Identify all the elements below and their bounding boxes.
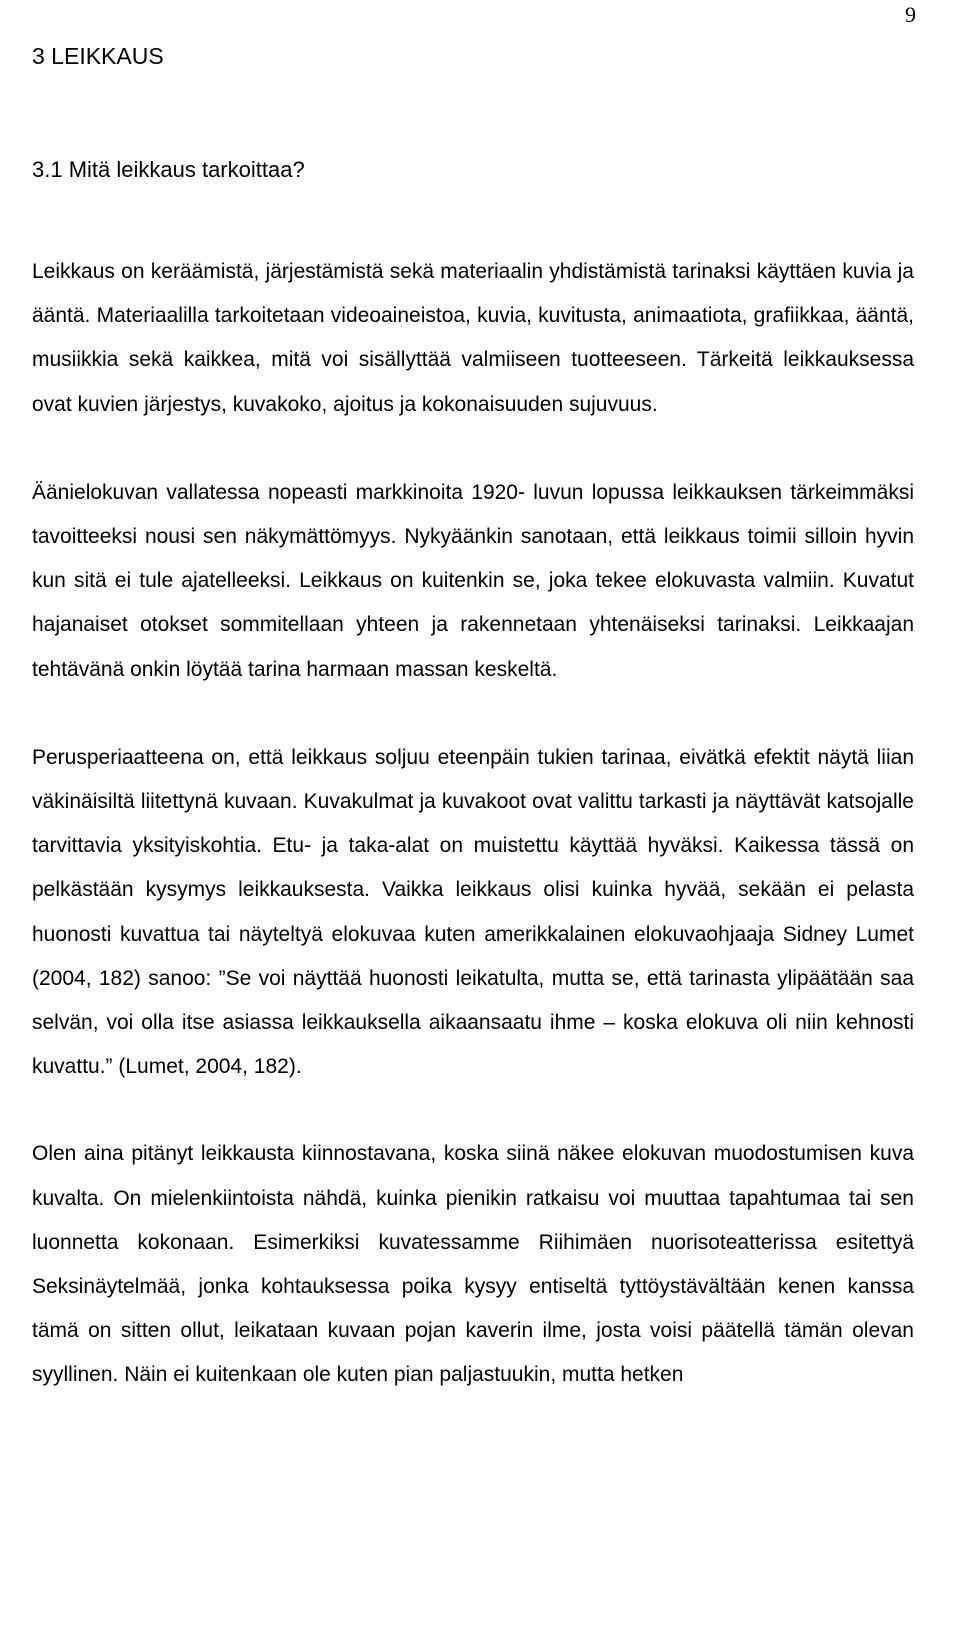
paragraph-personal: Olen aina pitänyt leikkausta kiinnostavana, koska siinä näkee elokuvan muodostumisen kuva kuvalta. On mielenkiintoista nähdä, kuinka pienikin ratkaisu voi muuttaa tapahtumaa tai sen luonnetta kokonaan. Esimerkiksi kuvatessamme Riihimäen nuorisoteatterissa esitettyä Seksinäytelmää, jonka kohtauksessa poika kysyy entiseltä tyttöystävältään kenen kanssa tämä on sitten ollut, leikataan kuvaan pojan kaverin ilme, josta voisi päätellä tämän olevan syyllinen. Näin ei kuitenkaan ole kuten pian paljastuukin, mutta hetken xyxy=(32,1142,914,1387)
chapter-heading: 3 LEIKKAUS xyxy=(32,43,164,69)
paragraph-principles: Perusperiaatteena on, että leikkaus soljuu eteenpäin tukien tarinaa, eivätkä efektit näytä liian väkinäisiltä liitettynä kuvaan. Kuvakulmat ja kuvakoot ovat valittu tarkasti ja näyttävät katsojalle tarvittavia yksityiskohtia. Etu- ja taka-alat on muistettu käyttää hyväksi. Kaikessa tässä on pelkästään kysymys leikkauksesta. Vaikka leikkaus olisi kuinka hyvää, sekään ei pelasta huonosti kuvattua tai näyteltyä elokuvaa kuten amerikkalainen elokuvaohjaaja Sidney Lumet (2004, 182) sanoo: ”Se voi näyttää huonosti leikatulta, mutta se, että tarinasta ylipäätään saa selvän, voi olla itse asiassa leikkauksella aikaansaatu ihme – koska elokuva oli niin kehnosti kuvattu.” (Lumet, 2004, 182). xyxy=(32,745,914,1079)
paragraph-definition: Leikkaus on keräämistä, järjestämistä sekä materiaalin yhdistämistä tarinaksi käyttäen kuvia ja ääntä. Materiaalilla tarkoitetaan videoaineistoa, kuvia, kuvitusta, animaatiota, grafiikkaa, ääntä, musiikkia sekä kaikkea, mitä voi sisällyttää valmiiseen tuotteeseen. Tärkeitä leikkauksessa ovat kuvien järjestys, kuvakoko, ajoitus ja kokonaisuuden sujuvuus. xyxy=(32,260,914,416)
document-body xyxy=(32,38,914,1398)
paragraph-history: Äänielokuvan vallatessa nopeasti markkinoita 1920- luvun lopussa leikkauksen tärkeimmäksi tavoitteeksi nousi sen näkymättömyys. Nykyäänkin sanotaan, että leikkaus toimii silloin hyvin kun sitä ei tule ajatelleeksi. Leikkaus on kuitenkin se, joka tekee elokuvasta valmiin. Kuvatut hajanaiset otokset sommitellaan yhteen ja rakennetaan yhtenäiseksi tarinaksi. Leikkaajan tehtävänä onkin löytää tarina harmaan massan keskeltä. xyxy=(32,480,914,681)
section-heading: 3.1 Mitä leikkaus tarkoittaa? xyxy=(32,157,305,182)
page-number: 9 xyxy=(905,2,916,27)
